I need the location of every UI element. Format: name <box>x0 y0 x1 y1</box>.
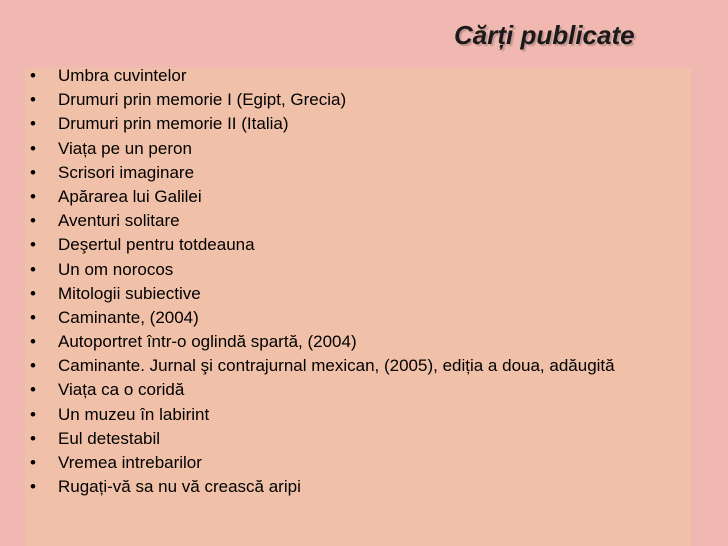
book-title: Rugați-vă sa nu vă crească aripi <box>58 477 301 497</box>
book-title: Vremea intrebarilor <box>58 453 202 472</box>
book-list <box>30 67 670 502</box>
bullet-icon: • <box>30 307 36 327</box>
book-list-item <box>30 212 670 229</box>
book-list-item <box>30 478 670 495</box>
book-title: Deşertul pentru totdeauna <box>58 235 255 255</box>
bullet-icon: • <box>30 66 36 85</box>
bullet-icon: • <box>30 283 36 303</box>
book-title: Caminante, (2004) <box>58 307 199 327</box>
book-title: Eul detestabil <box>58 428 161 448</box>
book-list-item <box>30 261 670 278</box>
bullet-icon: • <box>30 453 36 472</box>
book-list-item <box>30 115 670 132</box>
book-title: Viața pe un peron <box>58 138 192 158</box>
book-list-item <box>30 236 670 253</box>
book-list-item <box>30 285 670 302</box>
bullet-icon: • <box>30 235 36 255</box>
book-list-item <box>30 333 670 350</box>
bullet-icon: • <box>30 90 36 110</box>
bullet-icon: • <box>30 428 36 448</box>
book-title: Caminante. Jurnal şi contrajurnal mexican, (2005), ediția a doua, adăugită <box>58 356 615 376</box>
book-title: Mitologii subiective <box>58 283 201 303</box>
book-list-item <box>30 454 670 471</box>
bullet-icon: • <box>30 380 36 400</box>
bullet-icon: • <box>30 186 36 206</box>
bullet-icon: • <box>30 477 36 497</box>
bullet-icon: • <box>30 332 36 352</box>
book-list-item <box>30 140 670 157</box>
book-title: Apărarea lui Galilei <box>58 186 202 206</box>
bullet-icon: • <box>30 211 36 231</box>
book-list-item <box>30 430 670 447</box>
book-title: Drumuri prin memorie I (Egipt, Grecia) <box>58 90 347 110</box>
book-list-item <box>30 309 670 326</box>
book-title: Viața ca o coridă <box>58 380 185 400</box>
bullet-icon: • <box>30 404 36 424</box>
book-list-item <box>30 164 670 181</box>
bullet-icon: • <box>30 162 36 182</box>
book-list-item <box>30 406 670 423</box>
bullet-icon: • <box>30 259 36 279</box>
book-list-item <box>30 91 670 108</box>
book-title: Aventuri solitare <box>58 211 180 231</box>
book-list-item <box>30 67 670 84</box>
book-title: Autoportret într-o oglindă spartă, (2004) <box>58 332 357 352</box>
book-list-item <box>30 381 670 398</box>
book-title: Drumuri prin memorie II (Italia) <box>58 114 289 134</box>
book-title: Un om norocos <box>58 259 174 279</box>
book-list-item <box>30 188 670 205</box>
bullet-icon: • <box>30 114 36 134</box>
bullet-icon: • <box>30 356 36 376</box>
bullet-icon: • <box>30 138 36 158</box>
book-list-item <box>30 357 670 374</box>
book-title: Un muzeu în labirint <box>58 404 210 424</box>
book-title: Umbra cuvintelor <box>58 66 187 85</box>
slide-title: Cărți publicate <box>454 20 635 50</box>
book-title: Scrisori imaginare <box>58 162 195 182</box>
